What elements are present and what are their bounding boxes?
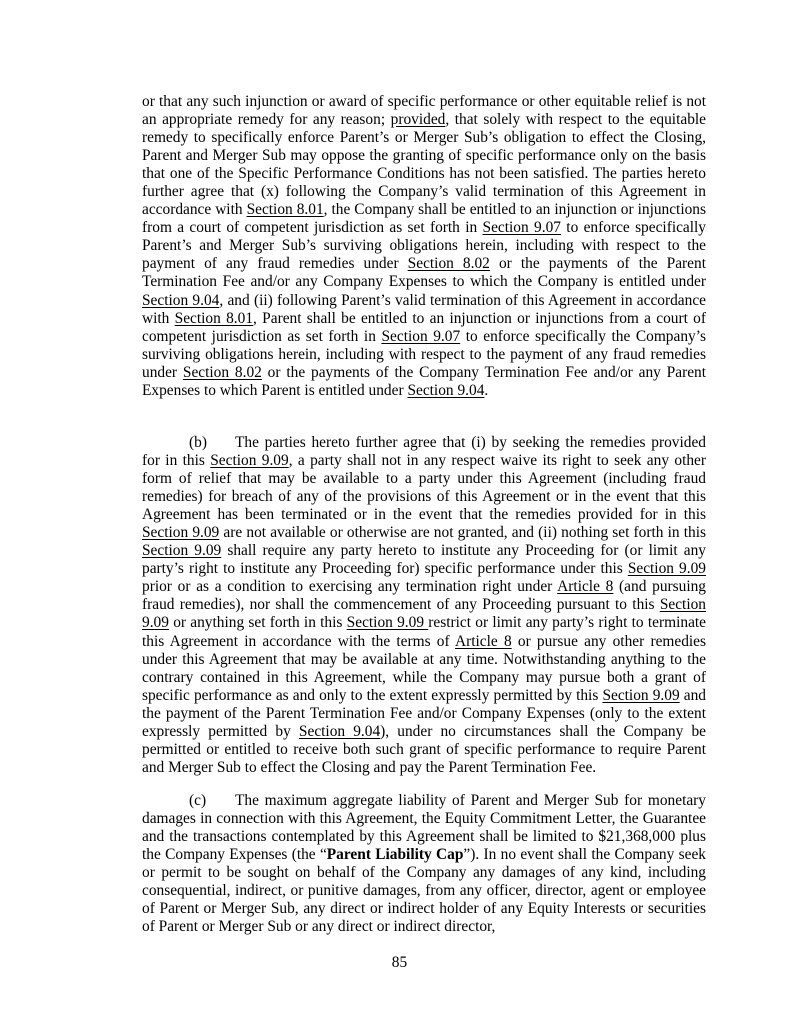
text-span: The parties hereto further agree that (i) by seeking the remedies provided for in this: [142, 434, 706, 470]
section-reference: Section 8.02: [182, 363, 262, 381]
section-reference: Section 9.04: [407, 381, 485, 399]
text-span: ”). In no event shall the Company seek or permit to be sought on behalf of the Company any damages of any kind, including consequential, indirect, or punitive damages, from any officer, director, agent or employee of Parent or Merger Sub, any direct or indirect holder of any Equity Interests or securities of Parent or Merger Sub or any direct or indirect director,: [142, 846, 706, 936]
section-reference: Section 9.04: [298, 722, 381, 740]
page-number: 85: [391, 954, 408, 971]
text-span: or the payments of the Company Termination Fee and/or any Parent Expenses to which Parent is entitled under: [142, 363, 706, 399]
section-reference: Section 8.01: [174, 309, 254, 327]
section-reference: Section 9.09: [142, 542, 222, 560]
section-reference: Section 9.09: [210, 452, 289, 470]
section-reference: Section 9.07: [381, 327, 461, 345]
text-span: or that any such injunction or award of specific performance or other equitable relief is not an appropriate remedy for any reason;: [142, 93, 706, 129]
section-reference: Section 9.09: [142, 596, 706, 632]
text-span: or pursue any other remedies under this Agreement that may be available at any time. Notwithstanding anything to the contrary contained in this Agreement, while the Company may pursue both a grant of specific performance as and only to the extent expressly permitted by this: [142, 632, 706, 704]
text-span: , that solely with respect to the equitable remedy to specifically enforce Parent’s or Merger Sub’s obligation to effect the Closing, Parent and Merger Sub may oppose the granting of specific performance only on the basis that one of the Specific Performance Conditions has not been satisfied. The parties hereto further agree that (x) following the Company’s valid termination of this Agreement in accordance with: [142, 111, 706, 219]
text-span: or the payments of the Parent Termination Fee and/or any Company Expenses to which the Company is entitled under: [142, 255, 706, 291]
section-reference: Section 8.01: [246, 201, 324, 219]
text-span: prior or as a condition to exercising any termination right under: [142, 578, 558, 596]
text-span: to enforce specifically the Company’s surviving obligations herein, including with respect to the payment of any fraud remedies under: [142, 327, 706, 381]
paragraph-label: (b): [189, 434, 207, 451]
defined-term: Parent Liability Cap: [326, 846, 464, 864]
text-span: , and (ii) following Parent’s valid termination of this Agreement in accordance with: [142, 291, 706, 327]
article-reference: Article 8: [557, 578, 614, 596]
section-reference: Section 9.09: [346, 614, 429, 632]
text-span: .: [484, 381, 489, 399]
text-span: , a party shall not in any respect waive its right to seek any other form of relief that may be available to a party under this Agreement (including fraud remedies) for breach of any of the provisions of this Agreement or in the event that this Agreement has been terminated or in the event that the remedies provided for in this: [142, 452, 707, 524]
text-span: , Parent shall be entitled to an injunction or injunctions from a court of competent jurisdiction as set forth in: [142, 309, 706, 345]
section-reference: Section 9.09: [602, 686, 680, 704]
section-reference: Section 9.09: [142, 524, 220, 542]
article-reference: Article 8: [455, 632, 512, 650]
text-span: to enforce specifically Parent’s and Merger Sub’s surviving obligations herein, including with respect to the payment of any fraud remedies under: [142, 219, 707, 273]
section-reference: Section 9.07: [482, 219, 561, 237]
section-reference: Section 8.02: [407, 255, 490, 273]
paragraph-b: [142, 434, 706, 777]
text-span: , the Company shall be entitled to an injunction or injunctions from a court of competent jurisdiction as set forth in: [142, 201, 706, 237]
section-reference: Section 9.09: [627, 560, 706, 578]
text-span: ), under no circumstances shall the Company be permitted or entitled to receive both such grant of specific performance to require Parent and Merger Sub to effect the Closing and pay the Parent Termination Fee.: [142, 722, 706, 776]
paragraph-c: [142, 792, 706, 936]
text-span: (and pursuing fraud remedies), nor shall the commencement of any Proceeding pursuant to this: [142, 578, 706, 614]
section-reference: Section 9.04: [142, 291, 220, 309]
text-span: are not available or otherwise are not granted, and (ii) nothing set forth in this: [219, 524, 707, 542]
text-span: restrict or limit any party’s right to terminate this Agreement in accordance with the terms of: [142, 614, 707, 650]
paragraph-label: (c): [189, 792, 207, 809]
provided-term: provided: [390, 111, 446, 129]
paragraph-continued: [142, 93, 706, 400]
text-span: shall require any party hereto to institute any Proceeding for (or limit any party’s right to institute any Proceeding for) specific performance under this: [142, 542, 706, 578]
text-span: The maximum aggregate liability of Parent and Merger Sub for monetary damages in connection with this Agreement, the Equity Commitment Letter, the Guarantee and the transactions contemplated by this Agreement shall be limited to $21,368,000 plus the Company Expenses (the “: [142, 792, 706, 864]
text-span: or anything set forth in this: [168, 614, 347, 632]
text-span: and the payment of the Parent Termination Fee and/or Company Expenses (only to the extent expressly permitted by: [142, 686, 706, 740]
